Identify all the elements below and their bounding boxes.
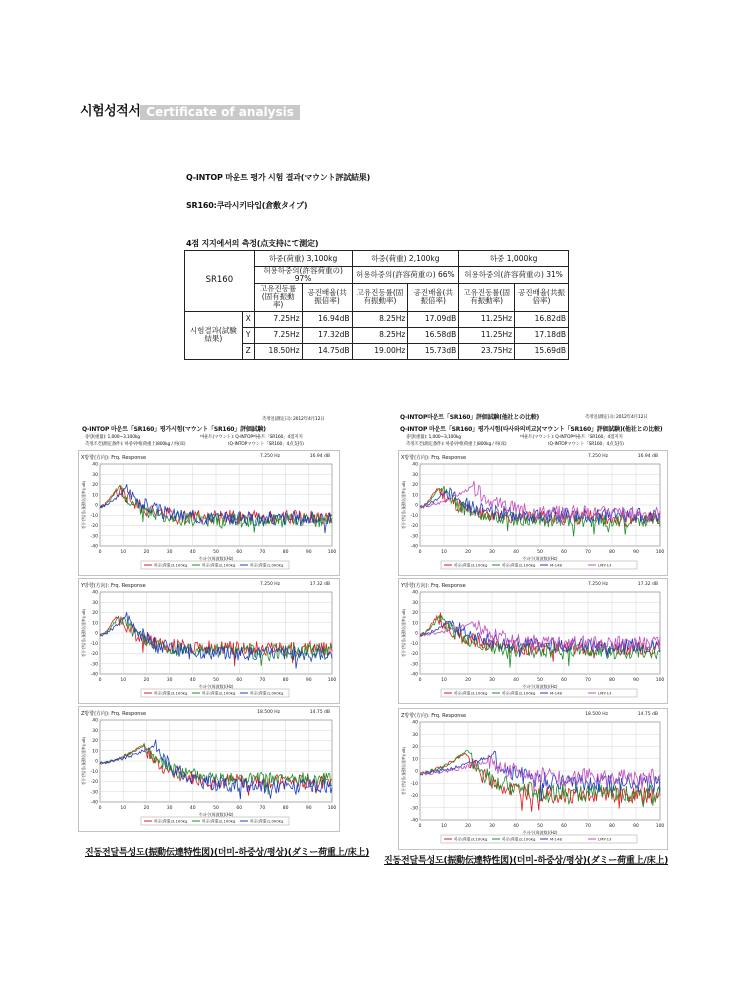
- chart-left-z: [78, 706, 340, 832]
- legend-label: M-148: [550, 836, 562, 842]
- x-tick-label: 80: [282, 806, 289, 811]
- x-axis-label: 주파수(周波数)(Hz): [522, 684, 558, 689]
- x-tick-label: 60: [561, 550, 567, 555]
- y-tick-label: -30: [90, 790, 98, 796]
- y-tick-label: 0: [95, 503, 98, 509]
- x-tick-label: 70: [585, 550, 591, 555]
- cell: 8.25Hz: [352, 327, 408, 343]
- legend-label: 하중(荷重)3,100kg: [454, 562, 488, 568]
- y-tick-label: 0: [415, 631, 418, 637]
- y-tick-label: 20: [412, 611, 418, 617]
- y-tick-label: -20: [90, 524, 98, 530]
- y-tick-label: 40: [412, 462, 418, 468]
- x-axis-label: 주파수(周波数)(Hz): [198, 556, 234, 561]
- cell: 15.69dB: [515, 343, 569, 359]
- y-axis-label: 진동전달율(振動伝達率)(dB): [401, 746, 406, 796]
- col-amp: 공진배율(共振倍率): [302, 283, 352, 311]
- x-tick-label: 30: [489, 824, 495, 829]
- x-tick-label: 10: [441, 550, 447, 555]
- chart-title: Y방향(方向): Frq. Response: [401, 583, 466, 589]
- x-tick-label: 40: [189, 806, 196, 811]
- y-tick-label: 30: [92, 728, 98, 734]
- x-tick-label: 20: [143, 678, 150, 683]
- cell: 8.25Hz: [352, 311, 408, 327]
- x-tick-label: 60: [236, 806, 243, 811]
- x-tick-label: 0: [98, 678, 102, 683]
- x-tick-label: 30: [489, 550, 495, 555]
- right-info1: 중량(重量): 1,000~3,100kg: [406, 435, 461, 440]
- peak-db: 17.32 dB: [637, 582, 658, 587]
- y-tick-label: -10: [410, 513, 418, 519]
- cell: 19.00Hz: [352, 343, 408, 359]
- legend-label: 하중(荷重)3,100kg: [154, 818, 188, 824]
- col-amp: 공진배율(共振倍率): [408, 283, 459, 311]
- x-axis-label: 주파수(周波数)(Hz): [522, 830, 558, 835]
- y-tick-label: 10: [92, 749, 98, 755]
- chart-title: Y방향(方向): Frq. Response: [81, 583, 146, 589]
- right-caption: 진동전달특성도(振動伝達特性図)(더미-하중상/평상)(ダミー荷重上/床上): [384, 856, 669, 866]
- x-tick-label: 80: [609, 550, 615, 555]
- table-model: SR160: [185, 251, 255, 312]
- chart-title: X방향(方向): Frq. Response: [401, 455, 467, 461]
- peak-db: 16.94 dB: [309, 454, 330, 459]
- left-info4: (Q-INTOPマウント「SR160」4点支持): [228, 442, 304, 447]
- cell: 18.50Hz: [254, 343, 302, 359]
- peak-freq: 7.250 Hz: [587, 582, 608, 587]
- chart-left-y: [78, 578, 340, 704]
- x-tick-label: 60: [236, 678, 243, 683]
- peak-freq: 7.250 Hz: [259, 582, 280, 587]
- x-tick-label: 10: [120, 678, 127, 683]
- x-tick-label: 0: [418, 678, 422, 683]
- legend-label: LMY-13: [598, 690, 612, 696]
- x-tick-label: 50: [537, 550, 543, 555]
- legend-label: 하중(荷重)2,100kg: [502, 690, 536, 696]
- x-tick-label: 30: [166, 678, 173, 683]
- load-3: 하중 1,000kg: [459, 251, 569, 267]
- chart-right-y: [398, 578, 668, 704]
- x-axis-label: 주파수(周波数)(Hz): [198, 812, 234, 817]
- y-tick-label: 0: [415, 503, 418, 509]
- x-tick-label: 90: [633, 678, 639, 683]
- legend-label: 하중(荷重)3,100kg: [454, 836, 488, 842]
- cell: 16.58dB: [408, 327, 459, 343]
- right-title2: Q-INTOP 마운트「SR160」평가시험(타사와의비교)(マウント「SR160」評価試験)(他社との比較): [400, 426, 663, 433]
- y-tick-label: 30: [92, 600, 98, 606]
- x-tick-label: 100: [327, 678, 337, 683]
- y-tick-label: 40: [92, 718, 98, 724]
- left-info1: 중량(重量): 1,000~3,100kg: [85, 435, 140, 440]
- x-tick-label: 50: [213, 678, 219, 683]
- x-tick-label: 40: [189, 678, 196, 683]
- cell: 23.75Hz: [459, 343, 515, 359]
- y-tick-label: -40: [90, 544, 98, 550]
- y-tick-label: -10: [410, 641, 418, 647]
- y-axis-label: 진동전달율(振動伝達率)(dB): [81, 608, 86, 658]
- x-tick-label: 30: [166, 550, 173, 555]
- x-tick-label: 70: [259, 678, 266, 683]
- y-tick-label: -40: [410, 818, 418, 824]
- y-tick-label: -30: [90, 662, 98, 668]
- left-info2: 측정조건(測定条件): 하중위에(荷重上)800kg / 하(床): [85, 442, 186, 447]
- table-title: 4점 지지에서의 측정(点支持にて測定): [186, 239, 319, 248]
- doc-heading: Q-INTOP 마운트 평가 시험 결과(マウント評試結果): [186, 173, 371, 182]
- y-tick-label: 20: [92, 739, 98, 745]
- cell: 11.25Hz: [459, 327, 515, 343]
- y-tick-label: 40: [92, 462, 98, 468]
- legend-label: M-148: [550, 690, 562, 696]
- x-tick-label: 50: [537, 824, 543, 829]
- load-1: 하중(荷重) 3,100kg: [254, 251, 352, 267]
- x-tick-label: 40: [513, 678, 519, 683]
- y-tick-label: 10: [412, 621, 418, 627]
- y-tick-label: -30: [410, 806, 418, 812]
- x-tick-label: 40: [513, 824, 519, 829]
- left-date: 측정일(測定日): 2012年4月12日: [262, 417, 325, 422]
- legend-label: 하중(荷重)3,100kg: [454, 690, 488, 696]
- legend-label: 하중(荷重)1,000kg: [250, 818, 284, 824]
- right-title1: Q-INTOP마운트「SR160」評価試験(他社との比較): [400, 414, 540, 421]
- x-tick-label: 70: [585, 824, 591, 829]
- x-tick-label: 100: [655, 550, 665, 555]
- y-tick-label: 20: [412, 483, 418, 489]
- right-date: 측정일(測定日): 2012年4月12日: [585, 415, 648, 420]
- x-tick-label: 80: [609, 678, 615, 683]
- y-tick-label: 30: [412, 732, 418, 738]
- x-tick-label: 100: [327, 550, 337, 555]
- x-tick-label: 10: [441, 678, 447, 683]
- cell: 7.25Hz: [254, 327, 302, 343]
- x-tick-label: 20: [465, 824, 471, 829]
- left-caption: 진동전달특성도(振動伝達特性図)(더미-하중상/평상)(ダミー荷重上/床上): [85, 848, 370, 858]
- y-tick-label: 20: [92, 483, 98, 489]
- x-tick-label: 70: [259, 550, 266, 555]
- axis-x: X: [242, 311, 254, 327]
- cell: 16.82dB: [515, 311, 569, 327]
- y-tick-label: 40: [92, 590, 98, 596]
- cell: 11.25Hz: [459, 311, 515, 327]
- y-tick-label: 0: [95, 759, 98, 765]
- x-tick-label: 70: [259, 806, 266, 811]
- x-tick-label: 70: [585, 678, 591, 683]
- y-tick-label: -20: [410, 652, 418, 658]
- certificate-header: [80, 99, 300, 119]
- y-tick-label: 10: [92, 493, 98, 499]
- peak-db: 16.94 dB: [637, 454, 658, 459]
- cell: 16.94dB: [302, 311, 352, 327]
- x-tick-label: 50: [213, 550, 219, 555]
- x-tick-label: 0: [418, 824, 422, 829]
- y-tick-label: -20: [410, 524, 418, 530]
- y-tick-label: -40: [410, 672, 418, 678]
- legend-label: 하중(荷重)1,000kg: [250, 562, 284, 568]
- x-tick-label: 0: [418, 550, 422, 555]
- x-axis-label: 주파수(周波数)(Hz): [522, 556, 558, 561]
- x-tick-label: 100: [655, 678, 665, 683]
- peak-db: 14.75 dB: [309, 710, 330, 715]
- legend-label: 하중(荷重)1,000kg: [250, 690, 284, 696]
- peak-db: 17.32 dB: [309, 582, 330, 587]
- legend-label: M-148: [550, 562, 562, 568]
- chart-right-z: [398, 708, 668, 850]
- y-axis-label: 진동전달율(振動伝達率)(dB): [81, 736, 86, 786]
- x-tick-label: 100: [327, 806, 337, 811]
- x-tick-label: 80: [282, 550, 289, 555]
- x-tick-label: 40: [189, 550, 196, 555]
- y-tick-label: 0: [95, 631, 98, 637]
- cell: 17.18dB: [515, 327, 569, 343]
- x-tick-label: 90: [305, 806, 312, 811]
- y-tick-label: -10: [90, 769, 98, 775]
- x-tick-label: 60: [561, 824, 567, 829]
- y-tick-label: 10: [412, 493, 418, 499]
- legend-label: LMY-13: [598, 562, 612, 568]
- cell: 17.09dB: [408, 311, 459, 327]
- peak-freq: 7.250 Hz: [587, 454, 608, 459]
- y-tick-label: -40: [90, 800, 98, 806]
- col-amp: 공진배율(共振倍率): [515, 283, 569, 311]
- row-label: 시험결과(試験結果): [185, 311, 243, 359]
- legend-label: 하중(荷重)2,100kg: [202, 690, 236, 696]
- legend-label: 하중(荷重)3,100kg: [154, 690, 188, 696]
- x-tick-label: 60: [236, 550, 243, 555]
- cell: 14.75dB: [302, 343, 352, 359]
- x-tick-label: 90: [633, 550, 639, 555]
- legend-label: 하중(荷重)2,100kg: [502, 836, 536, 842]
- legend-label: 하중(荷重)2,100kg: [502, 562, 536, 568]
- chart-title: Z방향(方向): Frq. Response: [401, 713, 467, 719]
- peak-freq: 7.250 Hz: [259, 454, 280, 459]
- left-info3: 마운트(マウント): Q-INTOP마운트「SR160」4점지지: [200, 435, 303, 440]
- legend-label: 하중(荷重)3,100kg: [154, 562, 188, 568]
- y-tick-label: 10: [92, 621, 98, 627]
- x-tick-label: 40: [513, 550, 519, 555]
- y-tick-label: -40: [90, 672, 98, 678]
- right-info2: 측정조건(測定条件): 하중위에(荷重上)800kg / 하(床): [406, 442, 507, 447]
- axis-z: Z: [242, 343, 254, 359]
- header-title-ko: 시험성적서: [80, 103, 141, 119]
- col-freq: 고유진동률(固有振動率): [254, 283, 302, 311]
- right-info4: (Q-INTOPマウント「SR160」4点支持): [548, 442, 624, 447]
- left-title: Q-INTOP 마운트「SR160」평가시험(マウント「SR160」評価試験): [82, 426, 266, 433]
- y-tick-label: 10: [412, 757, 418, 763]
- x-tick-label: 80: [282, 678, 289, 683]
- y-tick-label: -30: [410, 662, 418, 668]
- y-axis-label: 진동전달율(振動伝達率)(dB): [401, 480, 406, 530]
- y-tick-label: 20: [412, 745, 418, 751]
- x-tick-label: 10: [441, 824, 447, 829]
- cell: 7.25Hz: [254, 311, 302, 327]
- x-tick-label: 10: [120, 806, 127, 811]
- x-tick-label: 50: [213, 806, 219, 811]
- ratio-1: 허용하중의(許容荷重の) 97%: [254, 267, 352, 284]
- legend-label: 하중(荷重)2,100kg: [202, 562, 236, 568]
- x-tick-label: 90: [633, 824, 639, 829]
- chart-left-x: [78, 450, 340, 576]
- x-tick-label: 20: [465, 678, 471, 683]
- right-info3: 마운트(マウント): Q-INTOP마운트「SR160」4점지지: [520, 435, 623, 440]
- y-tick-label: -10: [410, 781, 418, 787]
- ratio-3: 허용하중의(許容荷重の) 31%: [459, 267, 569, 284]
- chart-title: X방향(方向): Frq. Response: [81, 455, 147, 461]
- x-tick-label: 0: [98, 550, 102, 555]
- y-tick-label: -20: [90, 652, 98, 658]
- x-axis-label: 주파수(周波数)(Hz): [198, 684, 234, 689]
- results-table: [184, 250, 569, 360]
- x-tick-label: 90: [305, 550, 312, 555]
- y-tick-label: 30: [412, 472, 418, 478]
- y-tick-label: -20: [90, 780, 98, 786]
- y-tick-label: 30: [412, 600, 418, 606]
- peak-db: 14.75 dB: [637, 712, 658, 717]
- x-tick-label: 20: [143, 550, 150, 555]
- y-axis-label: 진동전달율(振動伝達率)(dB): [401, 608, 406, 658]
- y-tick-label: -10: [90, 513, 98, 519]
- doc-subheading: SR160:쿠라시키타입(倉敷タイプ): [186, 201, 308, 210]
- x-tick-label: 10: [120, 550, 127, 555]
- x-tick-label: 50: [537, 678, 543, 683]
- x-tick-label: 20: [465, 550, 471, 555]
- y-tick-label: -40: [410, 544, 418, 550]
- peak-freq: 18.500 Hz: [257, 710, 280, 715]
- y-tick-label: -20: [410, 794, 418, 800]
- y-tick-label: 40: [412, 590, 418, 596]
- cell: 15.73dB: [408, 343, 459, 359]
- legend-label: LMY-13: [598, 836, 612, 842]
- load-2: 하중(荷重) 2,100kg: [352, 251, 459, 267]
- y-tick-label: 20: [92, 611, 98, 617]
- cell: 17.32dB: [302, 327, 352, 343]
- x-tick-label: 0: [98, 806, 102, 811]
- header-title-en: Certificate of analysis: [140, 105, 300, 120]
- legend-label: 하중(荷重)2,100kg: [202, 818, 236, 824]
- x-tick-label: 30: [166, 806, 173, 811]
- x-tick-label: 20: [143, 806, 150, 811]
- x-tick-label: 30: [489, 678, 495, 683]
- peak-freq: 18.500 Hz: [585, 712, 608, 717]
- y-tick-label: 0: [415, 769, 418, 775]
- y-axis-label: 진동전달율(振動伝達率)(dB): [81, 480, 86, 530]
- x-tick-label: 100: [655, 824, 665, 829]
- y-tick-label: -10: [90, 641, 98, 647]
- x-tick-label: 80: [609, 824, 615, 829]
- col-freq: 고유진동률(固有振動率): [459, 283, 515, 311]
- y-tick-label: 40: [412, 720, 418, 726]
- y-tick-label: -30: [410, 534, 418, 540]
- y-tick-label: -30: [90, 534, 98, 540]
- x-tick-label: 90: [305, 678, 312, 683]
- axis-y: Y: [242, 327, 254, 343]
- y-tick-label: 30: [92, 472, 98, 478]
- x-tick-label: 60: [561, 678, 567, 683]
- col-freq: 고유진동률(固有振動率): [352, 283, 408, 311]
- ratio-2: 허용하중의(許容荷重の) 66%: [352, 267, 459, 284]
- chart-title: Z방향(方向): Frq. Response: [81, 711, 147, 717]
- chart-right-x: [398, 450, 668, 576]
